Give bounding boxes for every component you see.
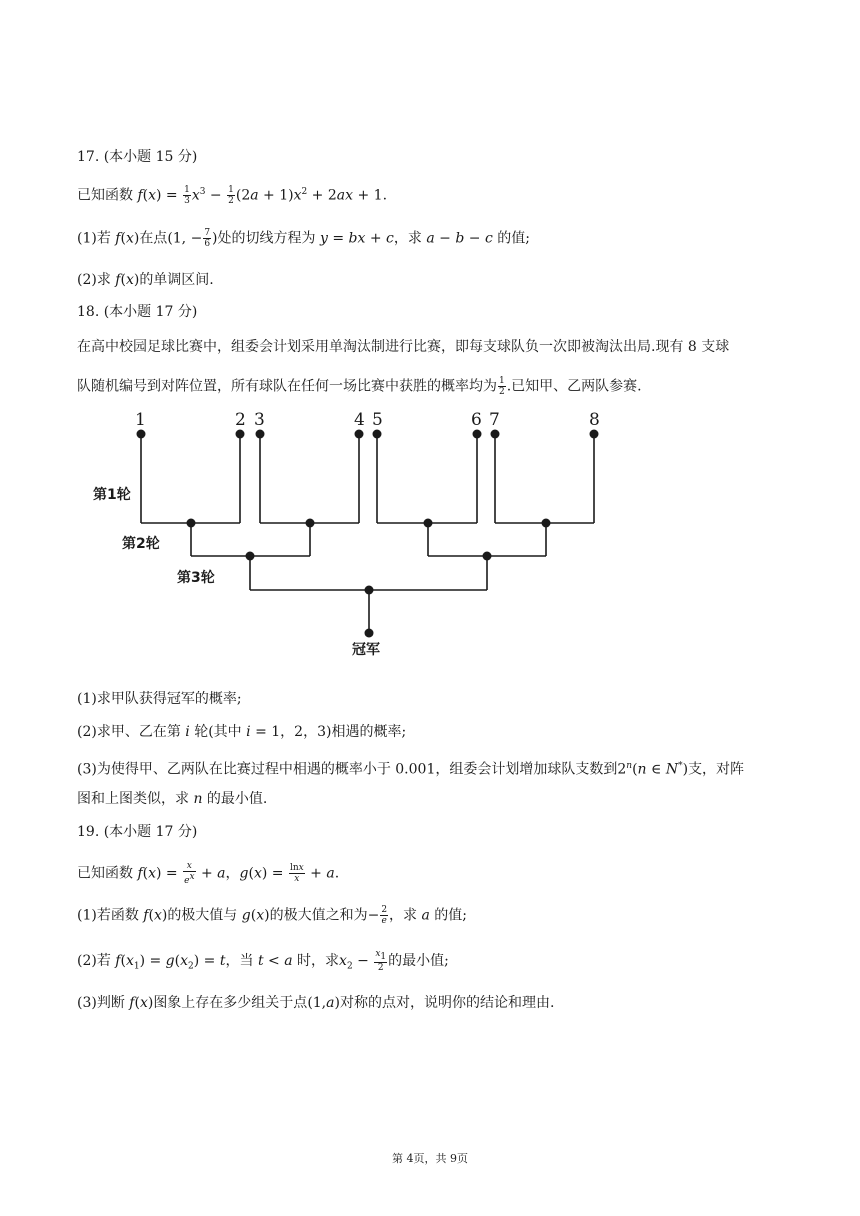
team-label-7: 7 [489,410,500,430]
q17-part1: (1)若 f(x)在点(1, − $\frac{7}{6}$ )处的切线方程为 y = bx + c，求 a − b − c 的值; [77,228,530,249]
champion-node [365,629,374,638]
match-node [483,552,492,561]
team-node [256,430,265,439]
q18-part2: (2)求甲、乙在第 i 轮(其中 i = 1，2，3)相遇的概率; [77,724,407,740]
match-node [306,519,315,528]
team-node [590,430,599,439]
q18-part3: (3)为使得甲、乙两队在比赛过程中相遇的概率小于 0.001，组委会计划增加球队支数到2$^n$(n ∈ N*)支，对阵 [77,761,745,778]
round2-label: 第2轮 [122,536,160,552]
team-node [137,430,146,439]
q18-part3-line2: 图和上图类似，求 n 的最小值. [77,791,268,807]
q19-stem: 已知函数 f(x) = $\frac{x}{e^x}$ + a，g(x) = $\frac{\ln x}{x}$ + a. [77,861,340,886]
match-node [246,552,255,561]
q19-header: 19. (本小题 17 分) [77,824,198,840]
q19-part3: (3)判断 f(x)图象上存在多少组关于点(1,a)对称的点对，说明你的结论和理由. [77,995,555,1011]
q17-part2: (2)求 f(x)的单调区间. [77,272,214,288]
q18-part1: (1)求甲队获得冠军的概率; [77,691,242,707]
tournament-bracket-diagram [80,405,620,660]
team-node [373,430,382,439]
round3-label: 第3轮 [177,570,215,586]
match-node [187,519,196,528]
match-node [365,586,374,595]
q18-header: 18. (本小题 17 分) [77,304,198,320]
team-label-2: 2 [235,410,246,430]
q17-stem: 已知函数 f(x) = $\frac{1}{3}$ $x^3$ − $\frac{1}{2}$ $(2a + 1)x^2 + 2ax + 1$. [77,185,388,207]
q18-para2: 队随机编号到对阵位置，所有球队在任何一场比赛中获胜的概率均为 $\frac{1}{2}$ .已知甲、乙两队参赛. [77,376,642,397]
q17-header: 17. (本小题 15 分) [77,149,198,165]
team-node [355,430,364,439]
team-label-5: 5 [372,410,383,430]
round1-label: 第1轮 [93,487,131,503]
page-footer: 第 4页，共 9页 [392,1152,468,1165]
team-node [491,430,500,439]
q19-part2: (2)若 $f(x_1) = g(x_2) = t$，当 t < a 时，求$x_2$ − $\frac{x_1}{2}$ 的最小值; [77,949,449,973]
team-label-4: 4 [354,410,365,430]
team-label-8: 8 [589,410,600,430]
q19-part1: (1)若函数 f(x)的极大值与 g(x)的极大值之和为− $\frac{2}{e}$ ，求 a 的值; [77,905,468,926]
team-label-3: 3 [254,410,265,430]
match-node [424,519,433,528]
match-node [542,519,551,528]
champion-label: 冠军 [352,642,380,658]
team-label-1: 1 [135,410,146,430]
team-label-6: 6 [471,410,482,430]
q18-para1: 在高中校园足球比赛中，组委会计划采用单淘汰制进行比赛，即每支球队负一次即被淘汰出局.现有 8 支球 [77,339,730,355]
team-node [236,430,245,439]
team-node [473,430,482,439]
